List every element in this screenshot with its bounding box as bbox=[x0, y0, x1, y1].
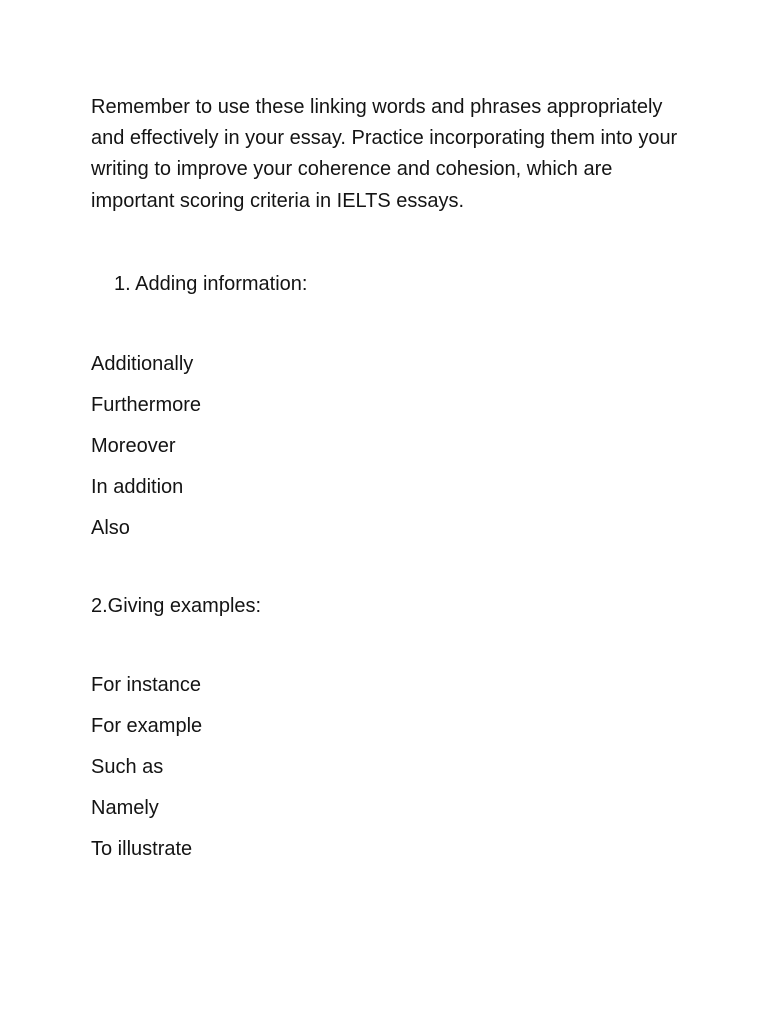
list-item: Additionally bbox=[91, 352, 194, 375]
list-item: Also bbox=[91, 516, 130, 539]
section-heading-giving-examples: 2.Giving examples: bbox=[91, 594, 262, 617]
adding-information-list bbox=[91, 351, 692, 542]
list-item: Furthermore bbox=[91, 393, 202, 416]
list-item: For example bbox=[91, 714, 203, 737]
list-item: Namely bbox=[91, 796, 159, 819]
list-item: In addition bbox=[91, 475, 184, 498]
section-heading-adding-information: 1. Adding information: bbox=[114, 272, 308, 295]
intro-paragraph: Remember to use these linking words and phrases appropriately and effectively in your essay. Practice incorporating them into your writing to improve your coherence and cohesion, which are important scoring criteria in IELTS essays. bbox=[91, 96, 678, 212]
giving-examples-list bbox=[91, 672, 692, 863]
list-item: Such as bbox=[91, 755, 164, 778]
list-item: To illustrate bbox=[91, 837, 193, 860]
list-item: Moreover bbox=[91, 434, 176, 457]
list-item: For instance bbox=[91, 673, 202, 696]
